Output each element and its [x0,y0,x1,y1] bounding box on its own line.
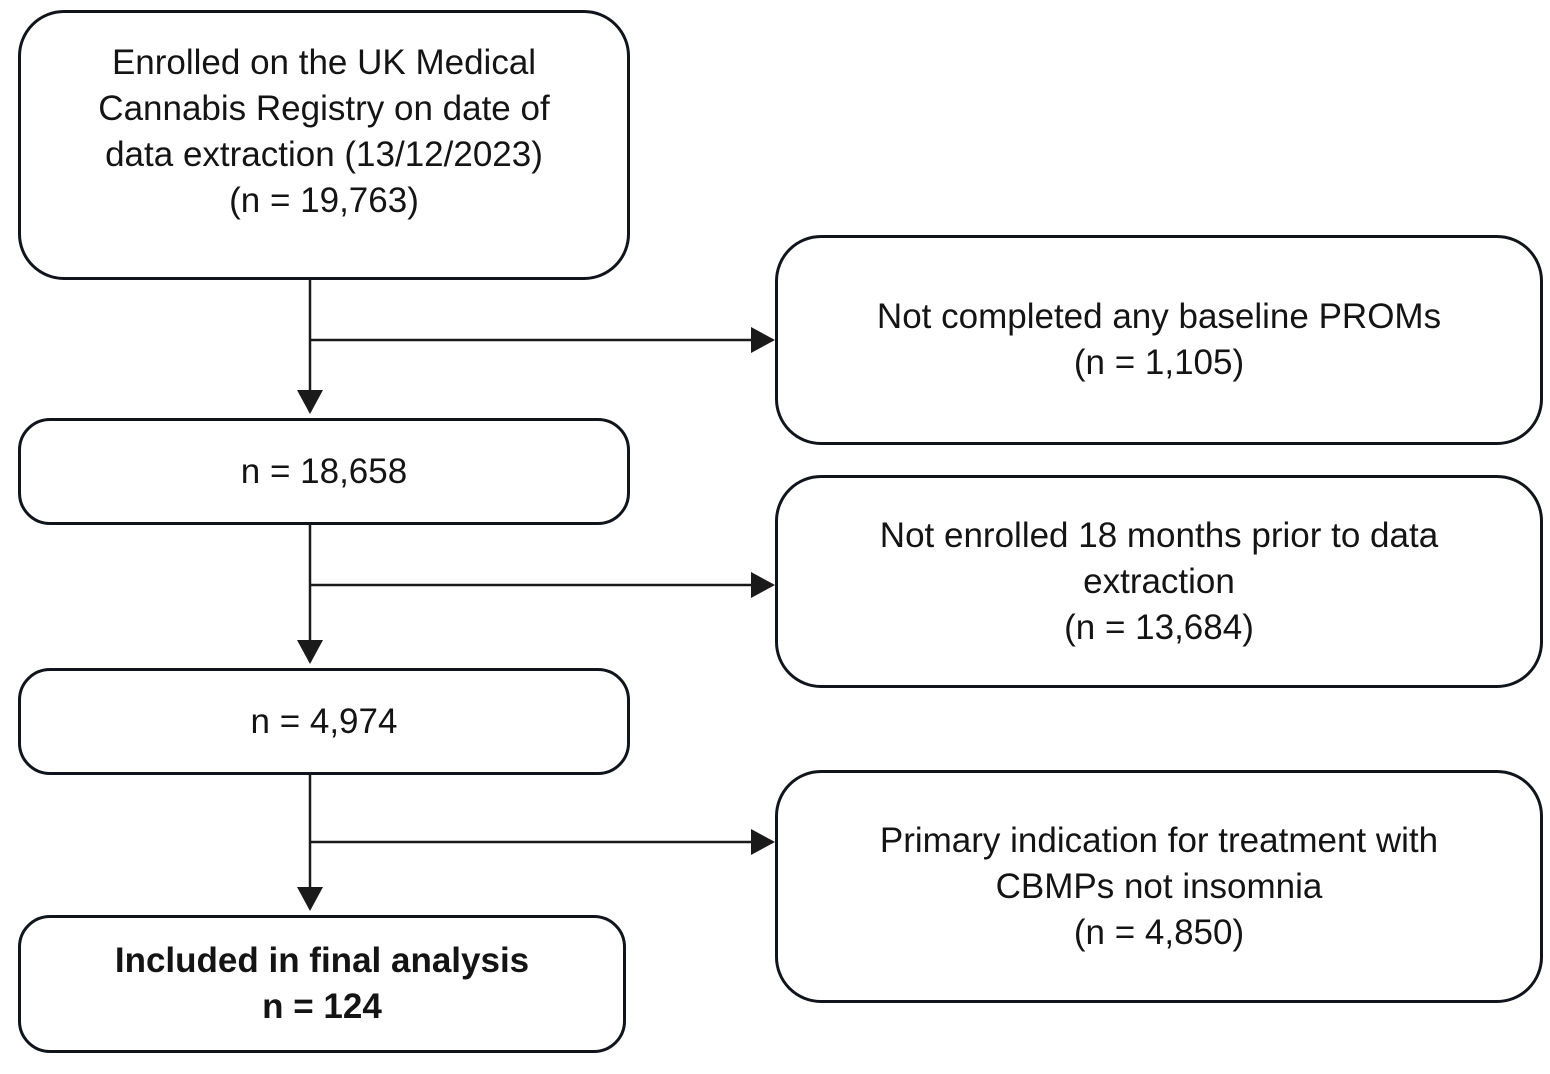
excluded-no-baseline-proms-line-2: (n = 1,105) [1073,343,1245,382]
excluded-not-enrolled-18-months-line-1: Not enrolled 18 months prior to data [879,515,1439,555]
excluded-not-enrolled-18-months-line-3: (n = 13,684) [1064,607,1254,647]
enrolled-box-line-4: (n = 19,763) [229,181,419,220]
excluded-no-baseline-proms-line-1: Not completed any baseline PROMs [876,297,1442,336]
n-18658-box-line-1: n = 18,658 [240,451,408,491]
excluded-indication-not-insomnia-line-3: (n = 4,850) [1073,912,1245,952]
enrolled-box-line-1: Enrolled on the UK Medical [111,43,537,82]
excluded-no-baseline-proms-box [775,235,1543,445]
final-analysis-box-line-1: Included in final analysis [114,941,530,980]
n-18658-box [18,418,630,525]
excluded-indication-not-insomnia-line-1: Primary indication for treatment with [879,820,1439,860]
enrolled-box [18,10,630,280]
excluded-indication-not-insomnia-box [775,770,1543,1003]
final-analysis-box [18,915,626,1053]
excluded-indication-not-insomnia-line-2: CBMPs not insomnia [995,866,1323,906]
n-4974-box-line-1: n = 4,974 [250,701,398,741]
final-analysis-box-line-2: n = 124 [262,987,382,1026]
excluded-not-enrolled-18-months-line-2: extraction [1083,561,1235,601]
excluded-not-enrolled-18-months-box [775,475,1543,688]
enrolled-box-line-3: data extraction (13/12/2023) [105,135,543,174]
enrolled-box-line-2: Cannabis Registry on date of [98,89,550,128]
n-4974-box [18,668,630,775]
